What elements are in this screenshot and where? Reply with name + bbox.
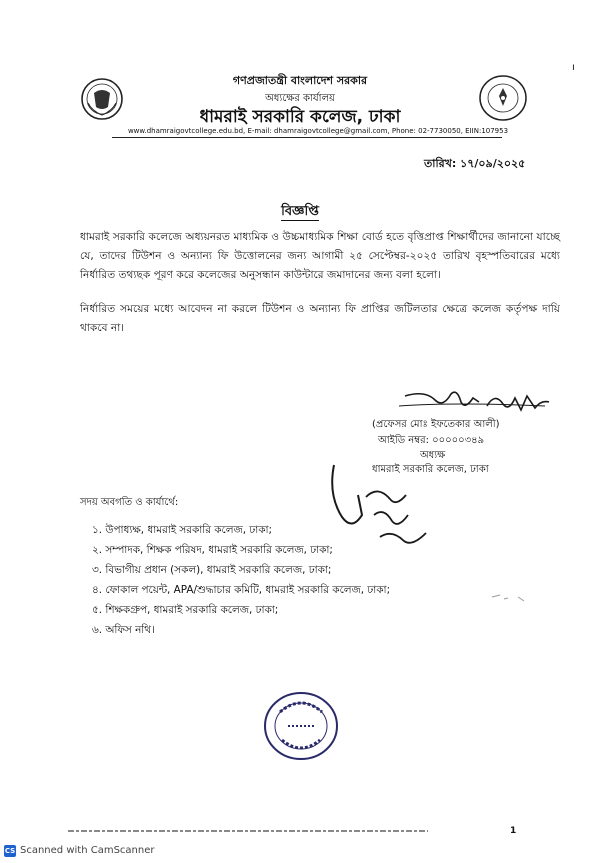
notice-date: তারিখ: ১৭/০৯/২০২৫ [424, 157, 526, 170]
page-number: 1 [510, 826, 517, 836]
camscanner-label: Scanned with CamScanner [20, 845, 155, 856]
corner-mark: ı [572, 62, 575, 73]
college-title: ধামরাই সরকারি কলেজ, ঢাকা [199, 107, 401, 127]
office-title: অধ্যক্ষের কার্যালয় [265, 93, 335, 104]
government-title: গণপ্রজাতন্ত্রী বাংলাদেশ সরকার [232, 74, 368, 87]
notice-heading [0, 202, 600, 223]
list-item: ১. উপাধ্যক্ষ, ধামরাই সরকারি কলেজ, ঢাকা; [92, 524, 273, 536]
principal-signature [395, 388, 555, 418]
signatory-id: আইডি নম্বর: ০০০০০৩৪৯ [378, 435, 485, 446]
faint-mark [490, 590, 530, 604]
list-item: ৫. শিক্ষকগ্রুপ, ধামরাই সরকারি কলেজ, ঢাকা; [92, 604, 279, 616]
notice-title: বিজ্ঞপ্তি [281, 204, 319, 219]
signatory-title: অধ্যক্ষ [420, 450, 446, 461]
signatory-name: (প্রফেসর মোঃ ইফতেকার আলী) [372, 419, 500, 430]
office-stamp [262, 690, 340, 762]
signatory-college: ধামরাই সরকারি কলেজ, ঢাকা [372, 464, 489, 475]
list-item: ৩. বিভাগীয় প্রধান (সকল), ধামরাই সরকারি কলেজ, ঢাকা; [92, 564, 332, 576]
header-divider [112, 137, 502, 138]
distribution-intro: সদয় অবগতি ও কার্যার্থে: [80, 497, 179, 508]
contact-line: www.dhamraigovtcollege.edu.bd, E-mail: dhamraigovtcollege@gmail.com, Phone: 02-7730050, EIIN:107953 [127, 127, 509, 135]
list-item: ৬. অফিস নথি। [92, 624, 155, 636]
list-item: ২. সম্পাদক, শিক্ষক পরিষদ, ধামরাই সরকারি কলেজ, ঢাকা; [92, 544, 333, 556]
list-item: ৪. ফোকাল পয়েন্ট, APA/শুদ্ধাচার কমিটি, ধামরাই সরকারি কলেজ, ঢাকা; [92, 584, 391, 596]
distribution-list [92, 520, 390, 640]
footer-text [68, 828, 428, 836]
notice-paragraph-2: নির্ধারিত সময়ের মধ্যে আবেদন না করলে টিউশন ও অন্যান্য ফি প্রাপ্তির জটিলতার ক্ষেত্রে কলেজ কর্তৃপক্ষ দায়ি থাকবে না। [80, 303, 560, 334]
notice-paragraph-1: ধামরাই সরকারি কলেজে অধ্যয়নরত মাধ্যমিক ও উচ্চমাধ্যমিক শিক্ষা বোর্ড হতে বৃত্তিপ্রাপ্ত শিক্ষার্থীদের জানানো যাচ্ছে যে, তাদের টিউশন ও অন্যান্য ফি উত্তোলনের জন্য আগামী ২৫ সেপ্টেম্বর-২০২৫ তারিখ বৃহস্পতিবারের মধ্যে নির্ধারিত তথ্যছক পূরণ করে কলেজের অনুসন্ধান কাউন্টারে জমাদানের জন্য বলা হলো। [80, 231, 560, 281]
camscanner-logo: CS [4, 847, 16, 855]
